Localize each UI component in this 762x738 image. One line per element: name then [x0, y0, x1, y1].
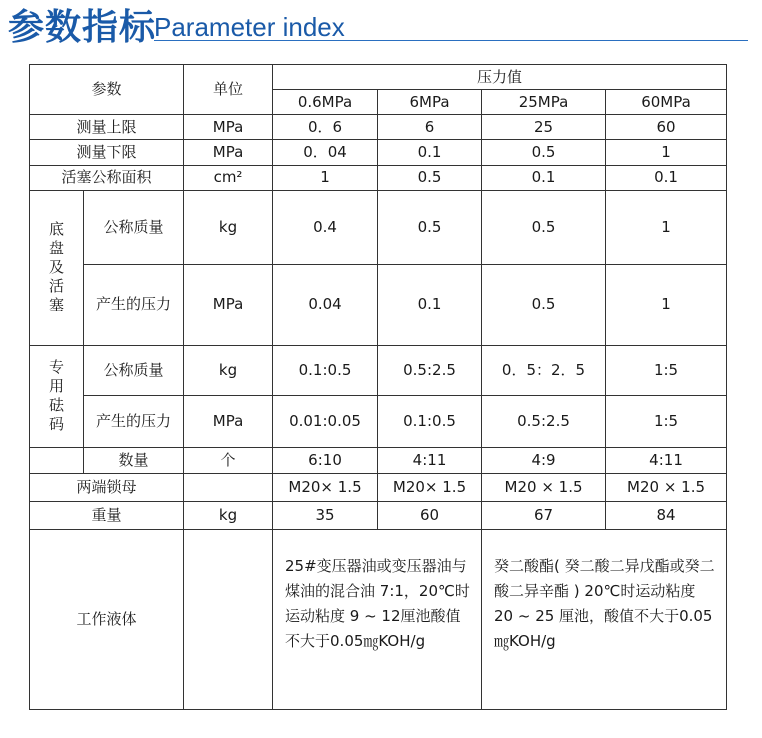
cell-value: 6: [378, 115, 482, 140]
cell-value: 4:11: [606, 448, 727, 474]
parameter-table: [29, 64, 727, 710]
pressure-column: 60MPa: [606, 90, 727, 115]
cell-value: 1: [606, 140, 727, 165]
cell-value: 25: [482, 115, 606, 140]
row-unit: MPa: [184, 140, 273, 165]
table-row: [30, 165, 727, 190]
cell-value: 0.04: [273, 265, 378, 345]
cell-value: M20 × 1.5: [606, 474, 727, 501]
table-row: [30, 501, 727, 529]
cell-value: 0．5：2．5: [482, 345, 606, 395]
cell-value: 0.1:0.5: [378, 395, 482, 447]
group-label-chassis: 底 盘 及 活 塞: [30, 190, 84, 345]
row-unit: kg: [184, 190, 273, 264]
row-unit: cm²: [184, 165, 273, 190]
row-unit: kg: [184, 501, 273, 529]
table-row: [30, 265, 727, 345]
cell-value: 1: [606, 265, 727, 345]
row-unit: MPa: [184, 115, 273, 140]
cell-value: 0.1: [482, 165, 606, 190]
table-row: [30, 474, 727, 501]
header-pressure-value: 压力值: [273, 65, 727, 90]
row-label: 公称质量: [84, 190, 184, 264]
cell-value: 60: [606, 115, 727, 140]
pressure-column: 25MPa: [482, 90, 606, 115]
cell-value: 1: [273, 165, 378, 190]
cell-value: 1:5: [606, 395, 727, 447]
cell-value: 0.5:2.5: [378, 345, 482, 395]
row-label: 数量: [84, 448, 184, 474]
row-unit: [184, 474, 273, 501]
cell-value: 0.5: [482, 190, 606, 264]
page-title-english: Parameter index: [154, 12, 345, 42]
cell-value: 0.5: [482, 140, 606, 165]
cell-value: M20× 1.5: [273, 474, 378, 501]
page-title: 参数指标: [8, 7, 157, 48]
cell-value: 0．6: [273, 115, 378, 140]
cell-value: 1: [606, 190, 727, 264]
row-label: 公称质量: [84, 345, 184, 395]
cell-value: 67: [482, 501, 606, 529]
cell-value: 0.5:2.5: [482, 395, 606, 447]
row-label: 两端锁母: [30, 474, 184, 501]
cell-value: 0.5: [482, 265, 606, 345]
row-label: 测量上限: [30, 115, 184, 140]
header-param: 参数: [30, 65, 184, 115]
cell-value: 6:10: [273, 448, 378, 474]
fluid-low-range: 25#变压器油或变压器油与煤油的混合油 7:1，20℃时运动粘度 9 ~ 12厘池酸值不大于0.05㎎KOH/g: [273, 529, 482, 709]
cell-value: 0.5: [378, 190, 482, 264]
row-label: 重量: [30, 501, 184, 529]
pressure-column: 0.6MPa: [273, 90, 378, 115]
fluid-high-range: 癸二酸酯( 癸二酸二异戊酯或癸二酸二异辛酯 ) 20℃时运动粘度 20 ~ 25 厘池，酸值不大于0.05㎎KOH/g: [482, 529, 727, 709]
row-unit: kg: [184, 345, 273, 395]
cell-value: 84: [606, 501, 727, 529]
table-row: [30, 190, 727, 264]
title-underline: [154, 40, 748, 41]
page-header: [0, 0, 762, 60]
table-row: [30, 115, 727, 140]
row-label: 产生的压力: [84, 265, 184, 345]
row-unit: MPa: [184, 265, 273, 345]
row-unit: [184, 529, 273, 709]
cell-value: 0.01:0.05: [273, 395, 378, 447]
cell-value: 4:11: [378, 448, 482, 474]
table-row: [30, 395, 727, 447]
pressure-column: 6MPa: [378, 90, 482, 115]
cell-value: 0.1:0.5: [273, 345, 378, 395]
row-label: 测量下限: [30, 140, 184, 165]
row-unit: 个: [184, 448, 273, 474]
cell-value: 60: [378, 501, 482, 529]
cell-value: M20× 1.5: [378, 474, 482, 501]
cell-value: 4:9: [482, 448, 606, 474]
table-row: [30, 448, 727, 474]
row-label: 活塞公称面积: [30, 165, 184, 190]
empty-cell: [30, 448, 84, 474]
table-header-row: [30, 65, 727, 90]
table-row: [30, 529, 727, 709]
cell-value: 1:5: [606, 345, 727, 395]
cell-value: 0．04: [273, 140, 378, 165]
row-unit: MPa: [184, 395, 273, 447]
cell-value: 0.1: [378, 140, 482, 165]
cell-value: 0.1: [378, 265, 482, 345]
cell-value: 0.5: [378, 165, 482, 190]
cell-value: 0.1: [606, 165, 727, 190]
header-unit: 单位: [184, 65, 273, 115]
cell-value: 0.4: [273, 190, 378, 264]
cell-value: M20 × 1.5: [482, 474, 606, 501]
row-label: 工作液体: [30, 529, 184, 709]
table-row: [30, 345, 727, 395]
row-label: 产生的压力: [84, 395, 184, 447]
group-label-weights: 专 用 砝 码: [30, 345, 84, 448]
cell-value: 35: [273, 501, 378, 529]
table-row: [30, 140, 727, 165]
